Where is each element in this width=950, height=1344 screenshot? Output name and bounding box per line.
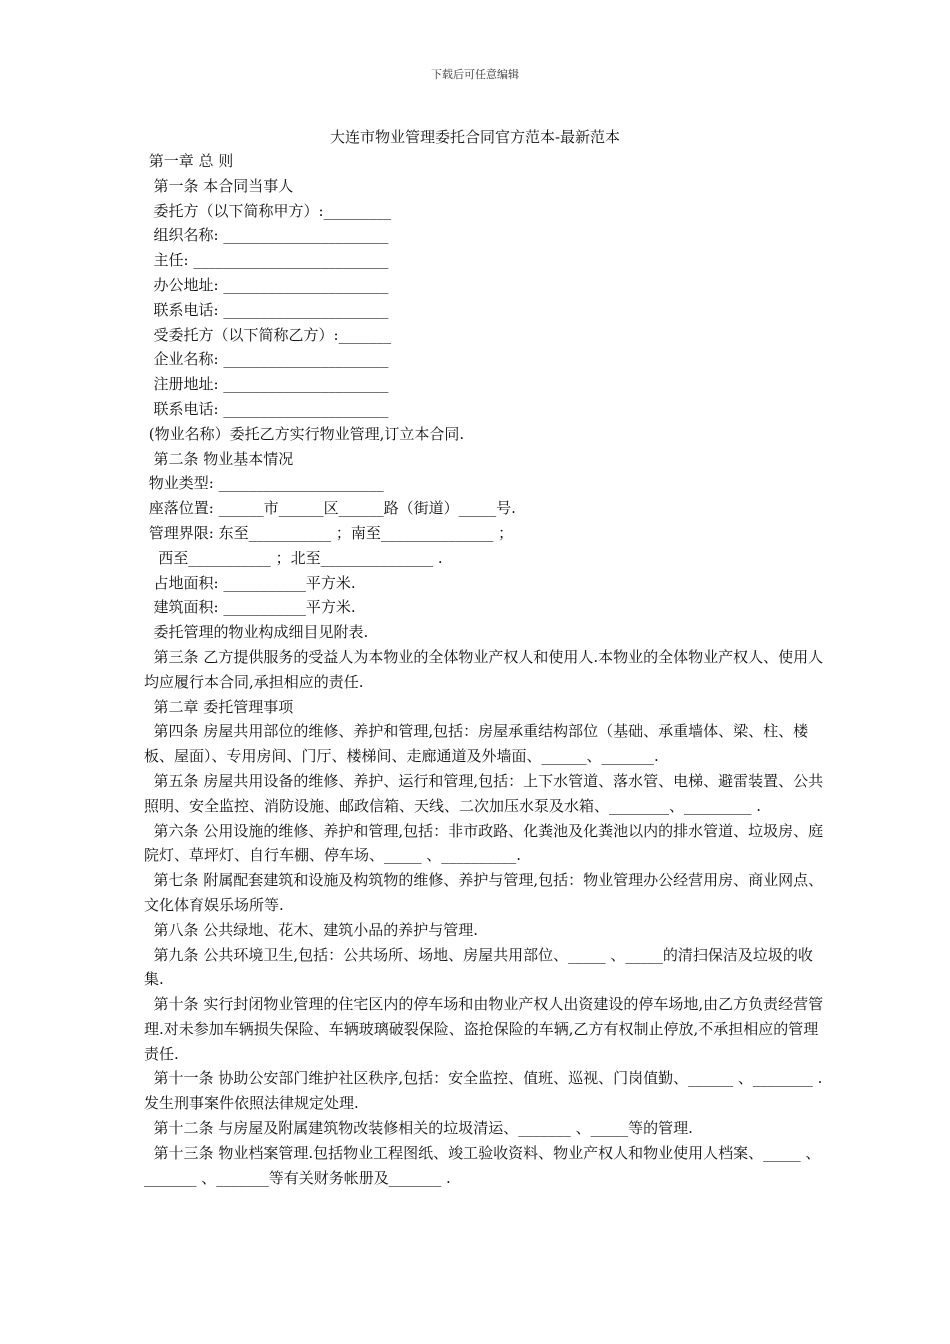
text-paragraph: 第七条 附属配套建筑和设施及构筑物的维修、养护与管理,包括：物业管理办公经营用房、商业网点、文化体育娱乐场所等. — [144, 871, 824, 914]
text-line: 联系电话: ______________________ — [144, 399, 389, 418]
text-paragraph: 第四条 房屋共用部位的维修、养护和管理,包括：房屋承重结构部位（基础、承重墙体、梁、柱、楼板、屋面）、专用房间、门厅、楼梯间、走廊通道及外墙面、______、_______. — [144, 722, 809, 766]
text-paragraph: 第十条 实行封闭物业管理的住宅区内的停车场和由物业产权人出资建设的停车场地,由乙方负责经营管理.对未参加车辆损失保险、车辆玻璃破裂保险、盗抢保险的车辆,乙方有权制止停放,不承担相应的管理责任. — [144, 995, 824, 1063]
text-line: 座落位置: ______市______区______路（街道）_____号. — [144, 499, 516, 518]
text-paragraph: 第三条 乙方提供服务的受益人为本物业的全体物业产权人和使用人.本物业的全体物业产权人、使用人均应履行本合同,承担相应的责任. — [144, 647, 824, 691]
text-line: 物业类型: ______________________ — [144, 474, 384, 493]
text-line: 主任: __________________________ — [144, 251, 389, 270]
page-header: 下载后可任意编辑 — [431, 68, 519, 81]
text-line: 委托管理的物业构成细目见附表. — [144, 623, 369, 642]
text-paragraph: 第六条 公用设施的维修、养护和管理,包括：非市政路、化粪池及化粪池以内的排水管道、垃圾房、庭院灯、草坪灯、自行车棚、停车场、_____ 、__________. — [144, 821, 824, 865]
text-line: 占地面积: ___________平方米. — [144, 573, 356, 592]
text-line: 注册地址: ______________________ — [144, 375, 389, 394]
text-line: 委托方（以下简称甲方）:_________ — [144, 201, 392, 220]
text-line: 受委托方（以下简称乙方）:_______ — [144, 325, 392, 344]
text-line: 建筑面积: ___________平方米. — [144, 598, 356, 617]
text-line: 第一条 本合同当事人 — [144, 176, 294, 195]
text-line: 办公地址: ______________________ — [144, 275, 389, 294]
text-paragraph: 第十一条 协助公安部门维护社区秩序,包括：安全监控、值班、巡视、门岗值勤、______ 、________ .发生刑事案件依照法律规定处理. — [144, 1069, 823, 1113]
document-title: 大连市物业管理委托合同官方范本-最新范本 — [329, 128, 621, 146]
contract-body — [144, 149, 824, 1190]
text-line: 第八条 公共绿地、花木、建筑小品的养护与管理. — [144, 920, 479, 939]
text-line: 第二条 物业基本情况 — [144, 449, 294, 468]
text-line: 第一章 总 则 — [144, 152, 234, 170]
text-line: 企业名称: ______________________ — [144, 350, 389, 369]
text-paragraph: 第九条 公共环境卫生,包括：公共场所、场地、房屋共用部位、_____ 、_____的清扫保洁及垃圾的收集. — [144, 945, 813, 989]
text-line: 第二章 委托管理事项 — [144, 697, 294, 716]
text-line: (物业名称）委托乙方实行物业管理,订立本合同. — [144, 424, 465, 443]
text-paragraph: 第十三条 物业档案管理.包括物业工程图纸、竣工验收资料、物业产权人和物业使用人档案、_____ 、_______ 、_______等有关财务帐册及_______ . — [144, 1143, 821, 1187]
text-line: 组织名称: ______________________ — [144, 226, 389, 245]
text-line: 西至___________ ；北至_______________ . — [144, 548, 443, 567]
text-paragraph: 第五条 房屋共用设备的维修、养护、运行和管理,包括：上下水管道、落水管、电梯、避雷装置、公共照明、安全监控、消防设施、邮政信箱、天线、二次加压水泵及水箱、________、_________ . — [144, 771, 824, 815]
text-line: 联系电话: ______________________ — [144, 300, 389, 319]
text-line: 管理界限: 东至___________ ；南至_______________ ； — [144, 523, 514, 542]
text-line: 第十二条 与房屋及附属建筑物改装修相关的垃圾清运、_______ 、_____等的管理. — [144, 1119, 693, 1138]
